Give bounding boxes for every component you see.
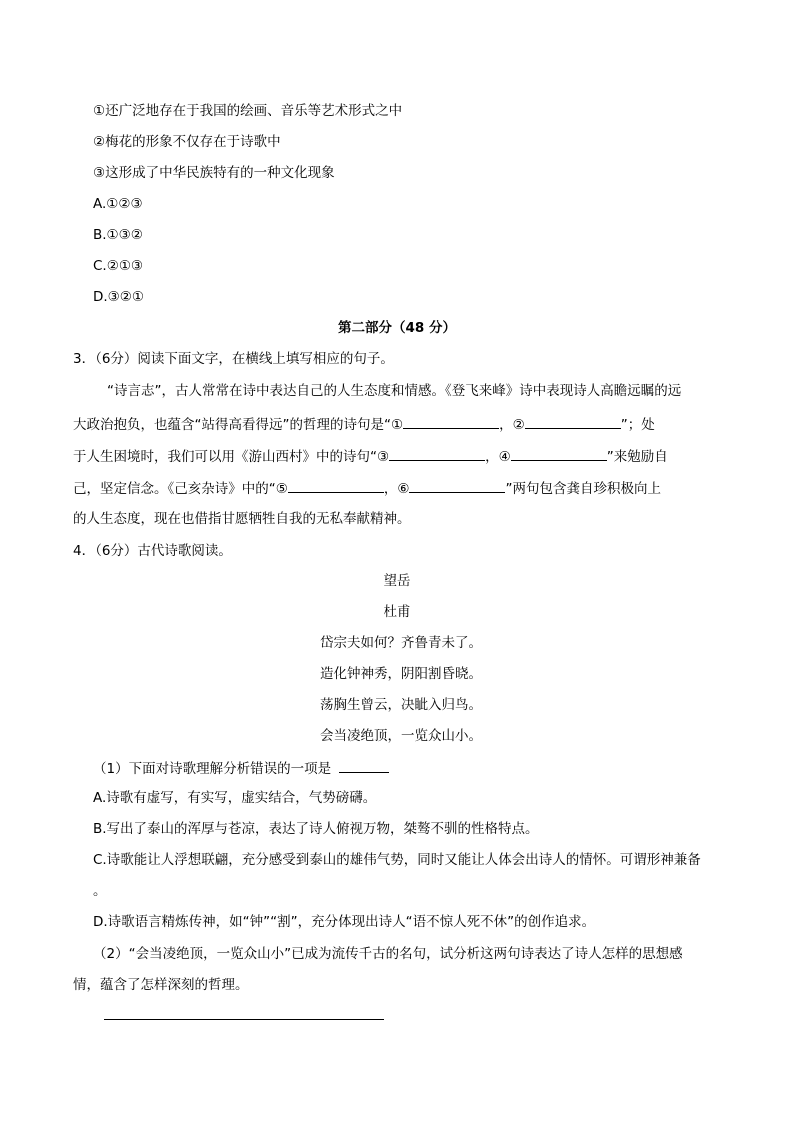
- q4-option-d: D.诗歌语言精炼传神，如“钟”“割”，充分体现出诗人“语不惊人死不休”的创作追求。: [93, 914, 596, 930]
- q4-option-c: C.诗歌能让人浮想联翩，充分感受到泰山的雄伟气势，同时又能让人体会出诗人的情怀。可谓形神兼备: [93, 852, 701, 868]
- q3-text-4a: 己，坚定信念。《己亥杂诗》中的“⑤: [73, 481, 288, 497]
- answer-blank[interactable]: [339, 757, 389, 773]
- q4-sub1-stem: [93, 757, 389, 779]
- poem-line-2: 造化钟神秀，阴阳割昏晓。: [320, 666, 482, 682]
- statement-2: ②梅花的形象不仅存在于诗歌中: [93, 134, 281, 150]
- fill-blank-1[interactable]: [403, 413, 499, 429]
- q3-text-3c: ”来勉励自: [606, 449, 668, 465]
- choice-b: B.①③②: [93, 227, 143, 243]
- q4-stem: 4．（6分）古代诗歌阅读。: [73, 543, 232, 559]
- poem-author: 杜甫: [383, 604, 411, 620]
- statement-1: ①还广泛地存在于我国的绘画、音乐等艺术形式之中: [93, 103, 403, 119]
- fill-blank-3[interactable]: [389, 445, 485, 461]
- q4-option-b: B.写出了泰山的浑厚与苍凉，表达了诗人俯视万物，桀骜不驯的性格特点。: [93, 821, 539, 837]
- poem-line-1: 岱宗夫如何？齐鲁青未了。: [320, 635, 482, 651]
- answer-line[interactable]: [104, 1019, 384, 1020]
- q4-sub2-line-2: 情，蕴含了怎样深刻的哲理。: [73, 977, 249, 993]
- q3-paragraph-line-5: 的人生态度，现在也借指甘愿牺牲自我的无私奉献精神。: [73, 511, 411, 527]
- poem-line-4: 会当凌绝顶，一览众山小。: [320, 728, 482, 744]
- fill-blank-6[interactable]: [409, 477, 505, 493]
- q3-paragraph-line-3: [73, 445, 668, 467]
- q4-option-a: A.诗歌有虚写，有实写，虚实结合，气势磅礴。: [93, 790, 377, 806]
- q3-text-2b: ，②: [499, 417, 525, 433]
- q3-text-2c: ”；处: [620, 417, 655, 433]
- section-title: 第二部分（48 分）: [338, 320, 456, 336]
- q4-sub1-text: （1）下面对诗歌理解分析错误的一项是: [93, 761, 332, 777]
- fill-blank-5[interactable]: [288, 477, 384, 493]
- choice-c: C.②①③: [93, 258, 144, 274]
- choice-a: A.①②③: [93, 196, 143, 212]
- q3-stem: 3．（6分）阅读下面文字，在横线上填写相应的句子。: [73, 351, 394, 367]
- fill-blank-4[interactable]: [511, 445, 607, 461]
- q4-sub2-line-1: （2）“会当凌绝顶，一览众山小”已成为流传千古的名句，试分析这两句诗表达了诗人怎样的思想感: [93, 946, 683, 962]
- q3-text-4c: ”两句包含龚自珍积极向上: [505, 481, 661, 497]
- choice-d: D.③②①: [93, 289, 144, 305]
- q3-text-3b: ，④: [485, 449, 511, 465]
- q4-option-c-continued: 。: [93, 883, 107, 899]
- q3-paragraph-line-1: “诗言志”，古人常常在诗中表达自己的人生态度和情感。《登飞来峰》诗中表现诗人高瞻远瞩的远: [107, 383, 682, 399]
- statement-3: ③这形成了中华民族特有的一种文化现象: [93, 165, 335, 181]
- poem-title: 望岳: [383, 573, 411, 589]
- fill-blank-2[interactable]: [525, 413, 621, 429]
- q3-text-2a: 大政治抱负，也蕴含“站得高看得远”的哲理的诗句是“①: [73, 417, 404, 433]
- q3-paragraph-line-2: [73, 413, 655, 435]
- q3-paragraph-line-4: [73, 477, 661, 499]
- q3-text-4b: ，⑥: [383, 481, 410, 497]
- poem-line-3: 荡胸生曾云，决眦入归鸟。: [320, 697, 482, 713]
- q3-text-3a: 于人生困境时，我们可以用《游山西村》中的诗句“③: [73, 449, 390, 465]
